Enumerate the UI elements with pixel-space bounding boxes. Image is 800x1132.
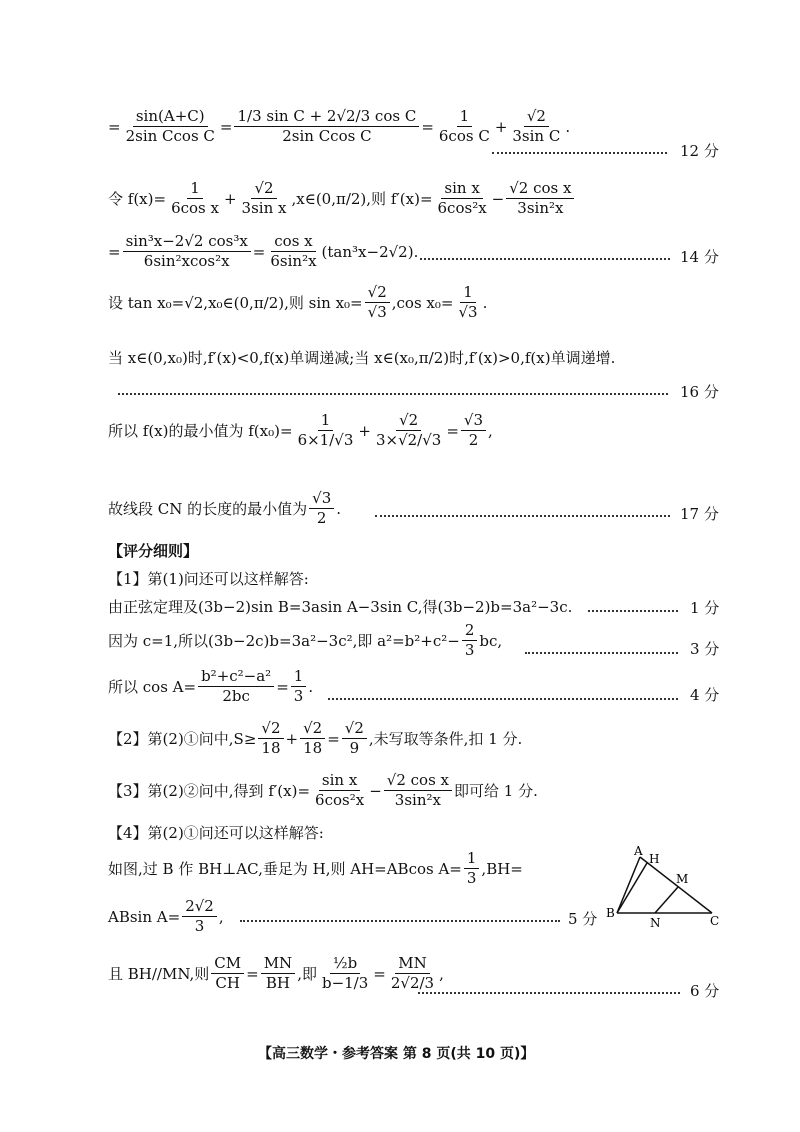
leader-dots bbox=[240, 920, 560, 922]
rubric-4-title: 【4】第(2)①问还可以这样解答: bbox=[108, 824, 324, 842]
leader-dots bbox=[375, 515, 670, 517]
eq-line-7: 故线段 CN 的长度的最小值为 $\frac{√3}{2}$ . bbox=[108, 489, 342, 528]
rubric-1-line-b: 因为 c=1,所以(3b−2c)b=3a²−3c²,即 a²=b²+c²− $\frac{2}{3}$ bc, bbox=[108, 621, 503, 660]
leader-dots bbox=[328, 698, 678, 700]
label-B: B bbox=[606, 906, 615, 920]
leader-dots bbox=[420, 258, 670, 260]
score-14: 14 分 bbox=[680, 248, 719, 266]
fraction: $\frac{\sin(A+C)}{\text{2sin Ccos C}}$ bbox=[125, 107, 215, 146]
score-3: 3 分 bbox=[690, 640, 720, 658]
leader-dots bbox=[418, 992, 680, 994]
eq-line-6: 所以 f(x)的最小值为 f(x₀)= $\frac{1}{6\times 1/√3}$ + $\frac{√2}{3\times√2/√3}$ = $\frac{√3}{2}$ , bbox=[108, 411, 493, 450]
text-line-5: 当 x∈(0,x₀)时,f′(x)<0,f(x)单调递减;当 x∈(x₀,π/2)时,f′(x)>0,f(x)单调递增. bbox=[108, 349, 616, 367]
eq-line-1: = $\frac{\sin(A+C)}{\text{2sin Ccos C}}$ = $\frac{\text{1/3 sin C + 2√2/3 cos C}}{\text{2sin Ccos C}}$ = $\frac{1}{\text{6cos C}}$ + $\frac{√2}{\text{3sin C}}$ . bbox=[108, 107, 571, 146]
score-5: 5 分 bbox=[568, 910, 598, 928]
label-M: M bbox=[676, 872, 689, 886]
score-6: 6 分 bbox=[690, 982, 720, 1000]
rubric-heading: 【评分细则】 bbox=[108, 542, 199, 560]
fraction: $\frac{1}{\text{6cos C}}$ bbox=[438, 107, 490, 146]
eq-line-2: 令 f(x)= $\frac{1}{\text{6cos x}}$ + $\frac{√2}{\text{3sin x}}$ ,x∈(0,π/2),则 f′(x)= $\frac{\text{sin x}}{\text{6cos²x}}$ − $\frac{\text{√2 cos x}}{\text{3sin²x}}$ bbox=[108, 180, 576, 218]
leader-dots bbox=[492, 152, 667, 154]
segment-MN bbox=[655, 887, 678, 913]
leader-dots bbox=[525, 652, 678, 654]
score-12: 12 分 bbox=[680, 142, 719, 160]
score-16: 16 分 bbox=[680, 383, 719, 401]
rubric-4-line-b: ABsin A= $\frac{2√2}{3}$ , bbox=[108, 897, 224, 936]
eq-line-4: 设 tan x₀=√2,x₀∈(0,π/2),则 sin x₀= $\frac{√2}{√3}$ ,cos x₀= $\frac{1}{√3}$ . bbox=[108, 283, 488, 322]
label-N: N bbox=[650, 916, 661, 930]
fraction: $\frac{\text{1/3 sin C + 2√2/3 cos C}}{\text{2sin Ccos C}}$ bbox=[234, 108, 419, 146]
fraction: $\frac{√2}{\text{3sin C}}$ bbox=[512, 107, 561, 146]
label-A: A bbox=[634, 845, 643, 858]
label-H: H bbox=[649, 852, 660, 866]
score-17: 17 分 bbox=[680, 505, 719, 523]
rubric-4-line-c: 且 BH//MN,则 $\frac{CM}{CH}$ = $\frac{MN}{BH}$ ,即 $\frac{\text{½b}}{b-1/3}$ = $\frac{MN}{2√2/3}$ , bbox=[108, 954, 444, 993]
rubric-1-line-a: 由正弦定理及(3b−2)sin B=3asin A−3sin C,得(3b−2)b=3a²−3c. bbox=[108, 598, 573, 616]
rubric-2: 【2】第(2)①问中,S≥ $\frac{√2}{18}$ + $\frac{√2}{18}$ = $\frac{√2}{9}$ ,未写取等条件,扣 1 分. bbox=[108, 719, 523, 758]
leader-dots bbox=[588, 610, 678, 612]
score-4: 4 分 bbox=[690, 686, 720, 704]
eq-line-3: = $\frac{\text{sin³x−2√2 cos³x}}{\text{6sin²xcos²x}}$ = $\frac{\text{cos x}}{\text{6sin²x}}$ (tan³x−2√2). bbox=[108, 232, 419, 271]
rubric-3: 【3】第(2)②问中,得到 f′(x)= $\frac{\text{sin x}}{\text{6cos²x}}$ − $\frac{\text{√2 cos x}}{\text{3sin²x}}$ 即可给 1 分. bbox=[108, 771, 538, 810]
triangle-figure bbox=[600, 845, 725, 930]
eq-sign: = bbox=[108, 117, 121, 136]
label-C: C bbox=[710, 914, 720, 928]
rubric-1-line-c: 所以 cos A= $\frac{\text{b²+c²−a²}}{2bc}$ = $\frac{1}{3}$ . bbox=[108, 667, 314, 706]
rubric-4-line-a: 如图,过 B 作 BH⊥AC,垂足为 H,则 AH=ABcos A= $\frac{1}{3}$ ,BH= bbox=[108, 849, 523, 888]
rubric-1-title: 【1】第(1)问还可以这样解答: bbox=[108, 570, 309, 588]
score-1: 1 分 bbox=[690, 599, 720, 617]
page-footer: 【高三数学・参考答案 第 8 页(共 10 页)】 bbox=[258, 1046, 535, 1062]
segment-BH bbox=[617, 863, 647, 913]
side-AB bbox=[617, 857, 640, 913]
leader-dots bbox=[118, 393, 668, 395]
